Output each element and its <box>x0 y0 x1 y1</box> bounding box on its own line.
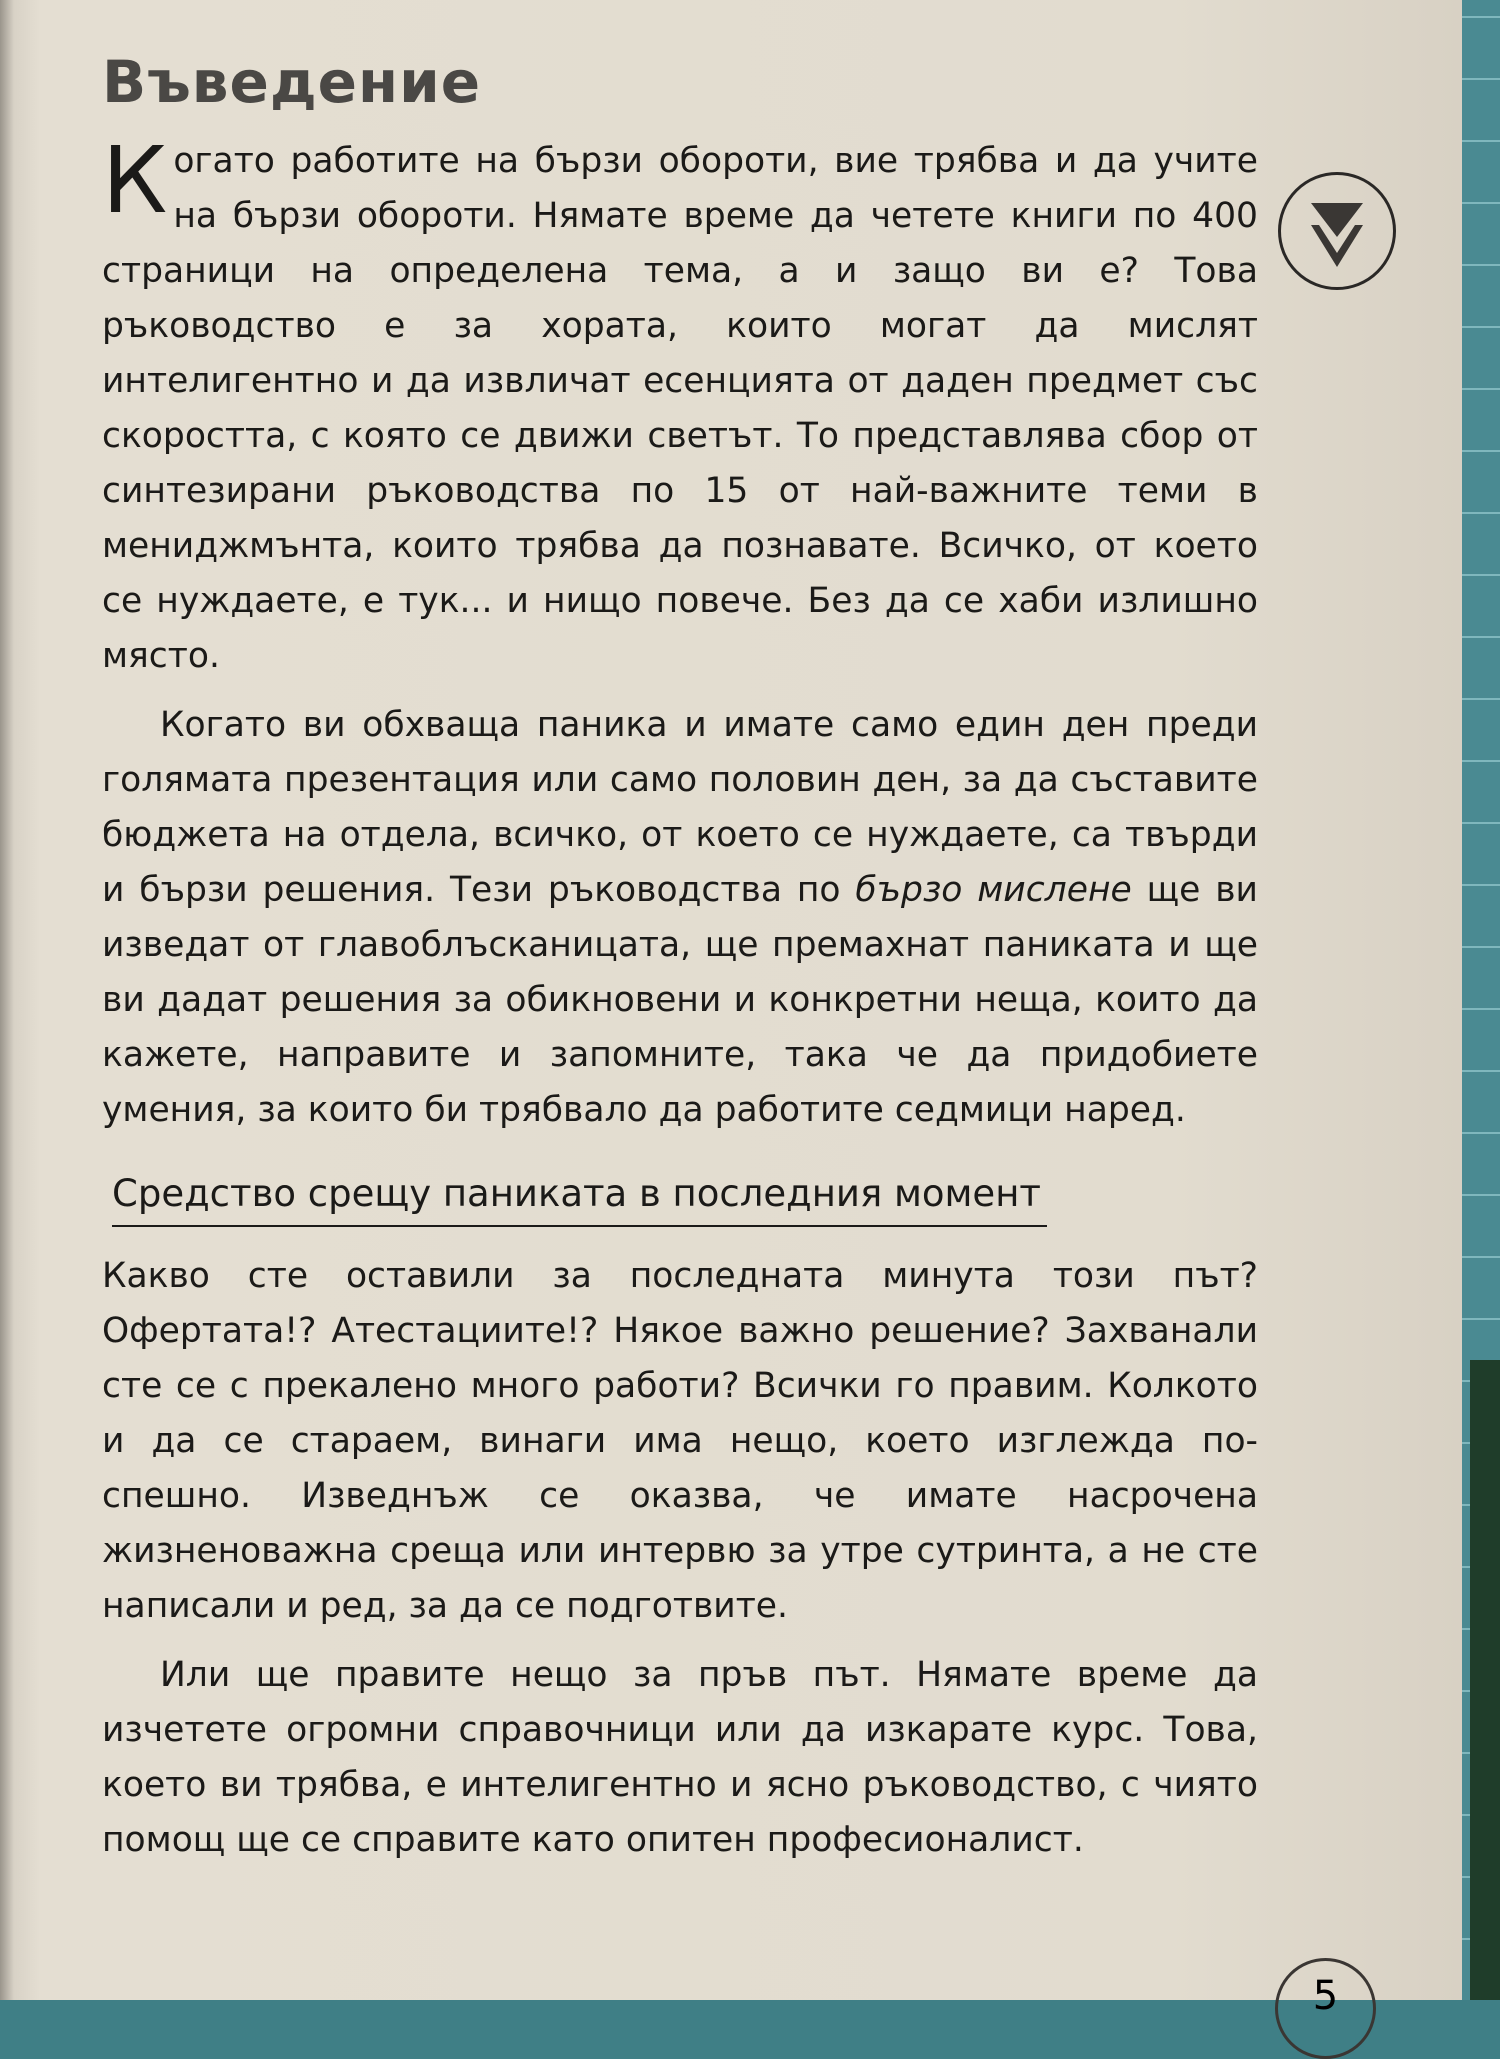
paragraph-2 <box>102 698 1258 1138</box>
double-down-arrow-icon <box>1278 172 1396 290</box>
paragraph-4: Или ще правите нещо за пръв път. Нямате време да изчетете огромни справочници или да изкарате курс. Това, което ви трябва, е интелигентно и ясно ръководство, с чиято помощ ще се справите като опитен професионалист. <box>102 1655 1258 1860</box>
italic-phrase: бързо мислене <box>855 870 1132 910</box>
section-subheading: Средство срещу паниката в последния момент <box>112 1172 1047 1227</box>
chapter-title: Въведение <box>102 48 482 116</box>
page-content <box>102 48 1258 1882</box>
page-number: 5 <box>1275 1958 1376 2059</box>
paragraph-text: огато работите на бързи обороти, вие трябва и да учите на бързи обороти. Нямате време да четете книги по 400 страници на определена тема, а и защо ви е? Това ръководство е за хората, които могат да мислят интелигентно и да извличат есенцията от даден предмет със скоростта, с която се движи светът. То представлява сбор от синтезирани ръководства по 15 от най-важните теми в мениджмънта, които трябва да познавате. Всичко, от което се нуждаете, е тук... и нищо повече. Без да се хаби излишно място. <box>102 141 1258 676</box>
paragraph-text: ще ви изведат от главоблъсканицата, ще премахнат паниката и ще ви дадат решения за обикновени и конкретни неща, които да кажете, направите и запомните, така че да придобиете умения, за които би трябвало да работите седмици наред. <box>102 870 1258 1130</box>
paragraph-1 <box>102 127 1258 684</box>
drop-cap: К <box>102 127 168 234</box>
background-book-cover <box>1470 1360 1500 2000</box>
paragraph-text: Когато ви обхваща паника и имате само един ден преди голямата презентация или само половин ден, за да съставите бюджета на отдела, всичко, от което се нуждаете, са твърди и бързи решения. Тези ръководства по <box>102 705 1258 910</box>
paragraph-3: Какво сте оставили за последната минута този път? Офертата!? Атестациите!? Някое важно решение? Захванали сте се с прекалено много работи? Всички го правим. Колкото и да се стараем, винаги има нещо, което изглежда по-спешно. Изведнъж се оказва, че имате насрочена жизненоважна среща или интервю за утре сутринта, а не сте написали и ред, за да се подготвите. <box>102 1256 1258 1626</box>
